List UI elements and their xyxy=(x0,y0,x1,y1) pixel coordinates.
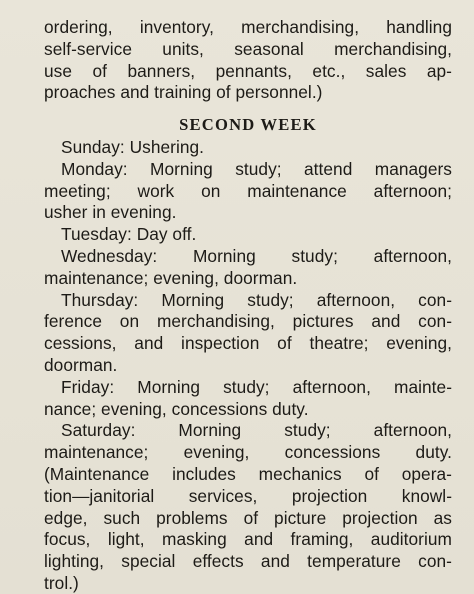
intro-line: self-service units, seasonal merchandising, xyxy=(44,38,452,59)
paragraph-line: trol.) xyxy=(44,572,79,593)
paragraph-line: meeting; work on maintenance afternoon; xyxy=(44,180,452,201)
paragraph-line: tion—janitorial services, projection knowl- xyxy=(44,485,452,506)
paragraph-line: Sunday: Ushering. xyxy=(61,136,205,157)
paragraph-line: maintenance; evening, doorman. xyxy=(44,267,298,288)
document-text xyxy=(44,17,452,594)
section-heading: SECOND WEEK xyxy=(179,115,317,135)
intro-line: use of banners, pennants, etc., sales ap- xyxy=(44,60,452,81)
paragraph-line: doorman. xyxy=(44,354,118,375)
paragraph-line: edge, such problems of picture projection as xyxy=(44,507,452,528)
paragraph-line: focus, light, masking and framing, auditorium xyxy=(44,529,452,550)
intro-line: proaches and training of personnel.) xyxy=(44,82,323,103)
paragraph-line: (Maintenance includes mechanics of opera- xyxy=(44,463,452,484)
intro-line: ordering, inventory, merchandising, handling xyxy=(44,17,452,37)
paragraph-line: Thursday: Morning study; afternoon, con- xyxy=(61,289,452,310)
paragraph-line: Friday: Morning study; afternoon, mainte- xyxy=(61,376,452,397)
paragraph-line: usher in evening. xyxy=(44,202,177,223)
paragraph-line: lighting, special effects and temperature con- xyxy=(44,551,452,572)
paragraph-line: maintenance; evening, concessions duty. xyxy=(44,442,452,463)
paragraph-line: Monday: Morning study; attend managers xyxy=(61,158,452,179)
paragraph-line: ference on merchandising, pictures and con- xyxy=(44,311,452,332)
paragraph-line: nance; evening, concessions duty. xyxy=(44,398,309,419)
paragraph-line: Tuesday: Day off. xyxy=(61,224,197,245)
paragraph-line: Wednesday: Morning study; afternoon, xyxy=(61,245,452,266)
paragraph-line: cessions, and inspection of theatre; evening, xyxy=(44,333,452,354)
paragraph-line: Saturday: Morning study; afternoon, xyxy=(61,420,452,441)
